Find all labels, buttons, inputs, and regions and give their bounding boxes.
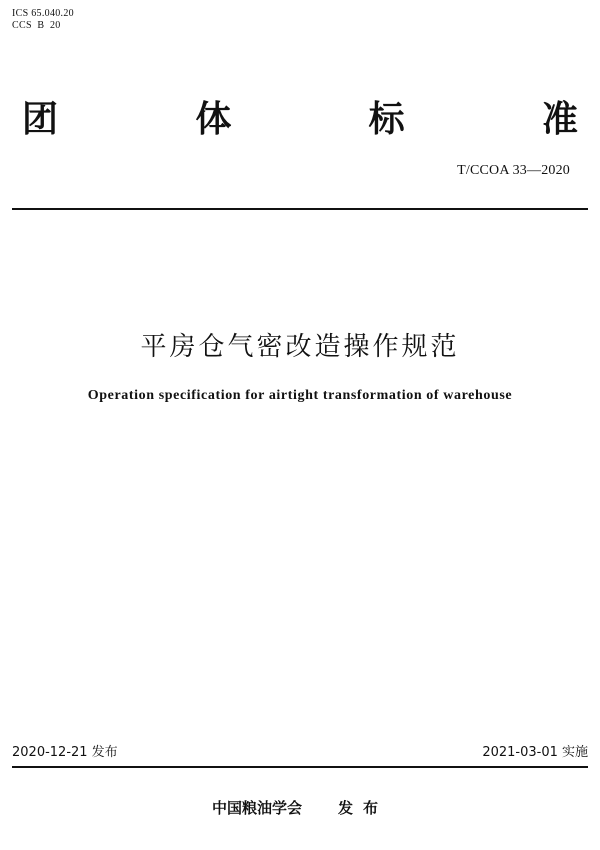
bottom-divider <box>12 766 588 768</box>
publisher-organization: 中国粮油学会 <box>211 799 302 817</box>
standard-type-heading <box>22 98 578 142</box>
issue-date: 2020-12-21 发布 <box>12 745 118 760</box>
standard-type-char: 团 <box>22 99 59 140</box>
title-english: Operation specification for airtight transformation of warehouse <box>87 388 513 403</box>
publisher-line <box>0 798 600 818</box>
standard-type-char: 体 <box>195 99 232 140</box>
implementation-date: 2021-03-01 实施 <box>482 745 588 760</box>
classification-codes <box>12 8 74 32</box>
standard-number: T/CCOA 33—2020 <box>457 163 570 178</box>
standard-type-char: 标 <box>368 99 405 140</box>
top-divider <box>12 208 588 210</box>
title-chinese: 平房仓气密改造操作规范 <box>140 332 460 362</box>
publisher-action: 发布 <box>338 799 389 817</box>
ccs-code: CCS B 20 <box>12 20 61 31</box>
ics-code: ICS 65.040.20 <box>12 8 74 19</box>
standard-type-char: 准 <box>541 99 578 140</box>
